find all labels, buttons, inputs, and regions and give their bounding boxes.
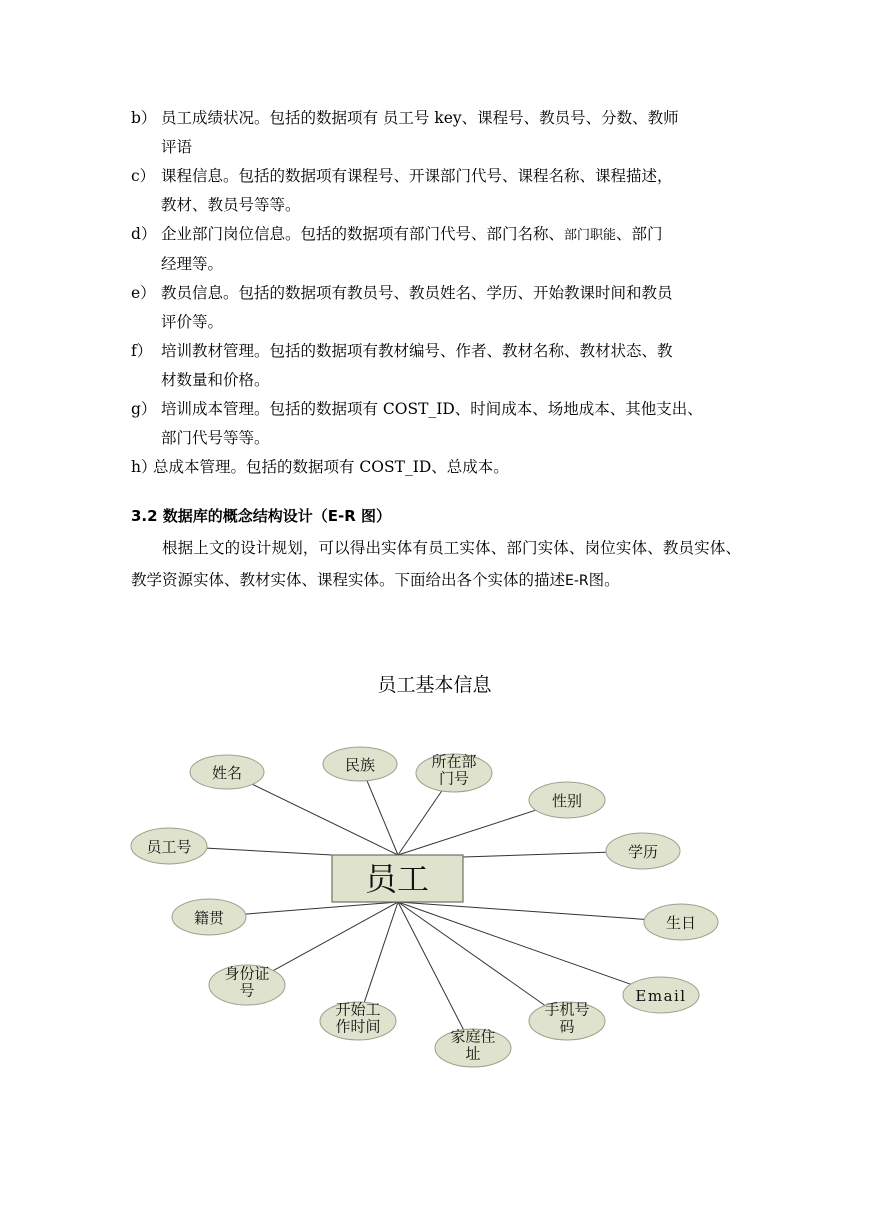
connector-name bbox=[252, 784, 398, 855]
connector-gender bbox=[398, 810, 536, 855]
connector-mobile bbox=[398, 902, 545, 1006]
list-label: h） bbox=[131, 458, 157, 476]
section-body-text: 根据上文的设计规划，可以得出实体有员工实体、部门实体、岗位实体、教员实体、教学资源实体、教材实体、课程实体。下面给出各个实体的描述 bbox=[131, 539, 741, 589]
list-text: 课程信息。包括的数据项有课程号、开课部门代号、课程名称、课程描述， bbox=[161, 167, 673, 185]
connector-education bbox=[463, 852, 606, 857]
list-text: 、部门 bbox=[616, 225, 663, 243]
diagram-title: 员工基本信息 bbox=[377, 674, 492, 696]
list-label: f） bbox=[131, 342, 153, 360]
attribute-label-email: Email bbox=[635, 987, 687, 1005]
attribute-label-id-card: 身份证 bbox=[224, 964, 270, 983]
connector-birthday bbox=[398, 902, 644, 919]
connector-employee-id bbox=[207, 848, 332, 855]
section-heading: 3.2 数据库的概念结构设计（E-R 图） bbox=[131, 507, 392, 525]
entity-label: 员工 bbox=[364, 860, 430, 898]
connector-id-card bbox=[273, 902, 398, 971]
list-text-continued: 教材、教员号等等。 bbox=[161, 196, 301, 214]
list-text: 培训成本管理。包括的数据项有 COST_ID、时间成本、场地成本、其他支出、 bbox=[161, 400, 703, 418]
list-label: g） bbox=[131, 400, 157, 418]
connector-address bbox=[398, 902, 464, 1030]
connector-native-place bbox=[246, 902, 399, 914]
list-label: e） bbox=[131, 284, 156, 302]
list-label: d） bbox=[131, 225, 157, 243]
attribute-label-start-time: 开始工 bbox=[335, 1000, 381, 1019]
attribute-label-gender: 性别 bbox=[551, 792, 583, 810]
list-text-continued: 材数量和价格。 bbox=[161, 371, 270, 389]
connector-ethnicity bbox=[367, 781, 398, 855]
section-body-er: E-R bbox=[565, 573, 589, 589]
attribute-label-ethnicity: 民族 bbox=[344, 756, 376, 774]
attribute-label-dept: 门号 bbox=[438, 769, 470, 788]
list-text: 培训教材管理。包括的数据项有教材编号、作者、教材名称、教材状态、教 bbox=[161, 342, 673, 360]
list-text: 员工成绩状况。包括的数据项有 员工号 key、课程号、教员号、分数、教师 bbox=[161, 109, 679, 127]
list-text-continued: 评价等。 bbox=[161, 313, 224, 331]
attribute-label-mobile: 手机号 bbox=[544, 1000, 590, 1019]
attribute-label-start-time: 作时间 bbox=[335, 1017, 381, 1036]
attribute-label-birthday: 生日 bbox=[665, 914, 697, 932]
list-text-continued: 评语 bbox=[161, 138, 193, 156]
connector-start-time bbox=[364, 902, 398, 1002]
attribute-label-dept: 所在部 bbox=[431, 752, 477, 771]
attribute-label-name: 姓名 bbox=[211, 764, 243, 782]
attribute-label-id-card: 号 bbox=[239, 981, 255, 1000]
list-label: c） bbox=[131, 167, 156, 185]
attribute-nodes bbox=[131, 747, 718, 1067]
attribute-label-mobile: 码 bbox=[559, 1017, 575, 1036]
list-text: 教员信息。包括的数据项有教员号、教员姓名、学历、开始教课时间和教员 bbox=[161, 284, 673, 302]
list-text: 总成本管理。包括的数据项有 COST_ID、总成本。 bbox=[153, 458, 509, 476]
attribute-label-address: 家庭住 bbox=[450, 1027, 496, 1046]
attribute-label-employee-id: 员工号 bbox=[146, 838, 192, 856]
attribute-label-education: 学历 bbox=[627, 843, 659, 861]
list-label: b） bbox=[131, 109, 157, 127]
attribute-label-address: 址 bbox=[465, 1044, 481, 1063]
list-text: 企业部门岗位信息。包括的数据项有部门代号、部门名称、 bbox=[161, 225, 565, 243]
list-text-continued: 经理等。 bbox=[161, 255, 224, 273]
list-text-small: 部门职能 bbox=[564, 228, 617, 243]
connector-dept bbox=[398, 791, 442, 855]
list-text-continued: 部门代号等等。 bbox=[161, 429, 270, 447]
section-body-end: 图。 bbox=[588, 571, 620, 589]
connector-email bbox=[398, 902, 631, 984]
attribute-label-native-place: 籍贯 bbox=[193, 909, 225, 927]
